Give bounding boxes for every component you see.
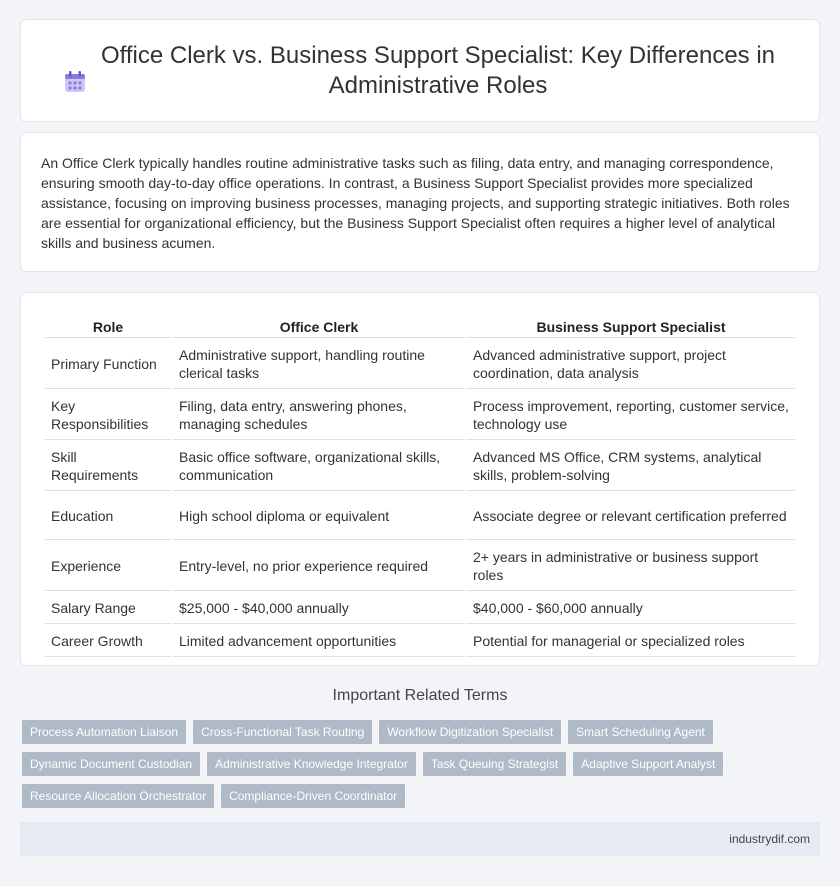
header-business-support-specialist: Business Support Specialist bbox=[467, 315, 795, 338]
office-clerk-cell: $25,000 - $40,000 annually bbox=[173, 593, 465, 624]
related-term-tag[interactable]: Smart Scheduling Agent bbox=[568, 720, 713, 744]
calendar-icon bbox=[62, 69, 88, 95]
row-label: Salary Range bbox=[45, 593, 171, 624]
footer-site-link[interactable]: industrydif.com bbox=[729, 832, 810, 846]
header-role: Role bbox=[45, 315, 171, 338]
table-row bbox=[45, 391, 795, 440]
specialist-cell: Associate degree or relevant certification preferred bbox=[467, 493, 795, 540]
related-term-tag[interactable]: Cross-Functional Task Routing bbox=[193, 720, 372, 744]
table-row bbox=[45, 593, 795, 624]
related-term-tag[interactable]: Resource Allocation Orchestrator bbox=[22, 784, 214, 808]
office-clerk-cell: Filing, data entry, answering phones, managing schedules bbox=[173, 391, 465, 440]
header-card bbox=[20, 19, 820, 122]
office-clerk-cell: Entry-level, no prior experience required bbox=[173, 542, 465, 591]
specialist-cell: Potential for managerial or specialized roles bbox=[467, 626, 795, 657]
intro-paragraph: An Office Clerk typically handles routine administrative tasks such as filing, data entry, and managing correspondence, ensuring smooth day-to-day office operations. In contrast, a Business Support Specialist provides more specialized assistance, focusing on improving business processes, managing projects, and supporting strategic initiatives. Both roles are essential for organizational efficiency, but the Business Support Specialist often requires a higher level of analytical skills and business acumen. bbox=[41, 155, 790, 251]
specialist-cell: Advanced administrative support, project coordination, data analysis bbox=[467, 340, 795, 389]
related-term-tag[interactable]: Dynamic Document Custodian bbox=[22, 752, 200, 776]
specialist-cell: $40,000 - $60,000 annually bbox=[467, 593, 795, 624]
comparison-table bbox=[43, 313, 797, 659]
header-inner bbox=[50, 41, 790, 101]
tag-row bbox=[22, 752, 822, 776]
office-clerk-cell: High school diploma or equivalent bbox=[173, 493, 465, 540]
row-label: Experience bbox=[45, 542, 171, 591]
table-row bbox=[45, 442, 795, 491]
related-term-tag[interactable]: Workflow Digitization Specialist bbox=[379, 720, 561, 744]
row-label: Primary Function bbox=[45, 340, 171, 389]
related-term-tag[interactable]: Task Queuing Strategist bbox=[423, 752, 566, 776]
footer bbox=[20, 822, 820, 856]
related-term-tag[interactable]: Adaptive Support Analyst bbox=[573, 752, 723, 776]
related-terms-tags bbox=[22, 720, 822, 816]
table-row bbox=[45, 626, 795, 657]
page-title: Office Clerk vs. Business Support Specialist: Key Differences in Administrative Roles bbox=[100, 41, 776, 99]
table-row bbox=[45, 493, 795, 540]
intro-card bbox=[20, 132, 820, 272]
office-clerk-cell: Administrative support, handling routine clerical tasks bbox=[173, 340, 465, 389]
related-term-tag[interactable]: Process Automation Liaison bbox=[22, 720, 186, 744]
row-label: Education bbox=[45, 493, 171, 540]
table-header-row bbox=[45, 315, 795, 338]
table-row bbox=[45, 542, 795, 591]
specialist-cell: 2+ years in administrative or business support roles bbox=[467, 542, 795, 591]
specialist-cell: Process improvement, reporting, customer service, technology use bbox=[467, 391, 795, 440]
row-label: Key Responsibilities bbox=[45, 391, 171, 440]
comparison-card bbox=[20, 292, 820, 666]
related-term-tag[interactable]: Administrative Knowledge Integrator bbox=[207, 752, 416, 776]
tag-row bbox=[22, 784, 822, 808]
header-office-clerk: Office Clerk bbox=[173, 315, 465, 338]
row-label: Skill Requirements bbox=[45, 442, 171, 491]
table-row bbox=[45, 340, 795, 389]
related-term-tag[interactable]: Compliance-Driven Coordinator bbox=[221, 784, 405, 808]
tag-row bbox=[22, 720, 822, 744]
office-clerk-cell: Basic office software, organizational skills, communication bbox=[173, 442, 465, 491]
row-label: Career Growth bbox=[45, 626, 171, 657]
related-terms-title: Important Related Terms bbox=[332, 687, 508, 704]
office-clerk-cell: Limited advancement opportunities bbox=[173, 626, 465, 657]
specialist-cell: Advanced MS Office, CRM systems, analytical skills, problem-solving bbox=[467, 442, 795, 491]
